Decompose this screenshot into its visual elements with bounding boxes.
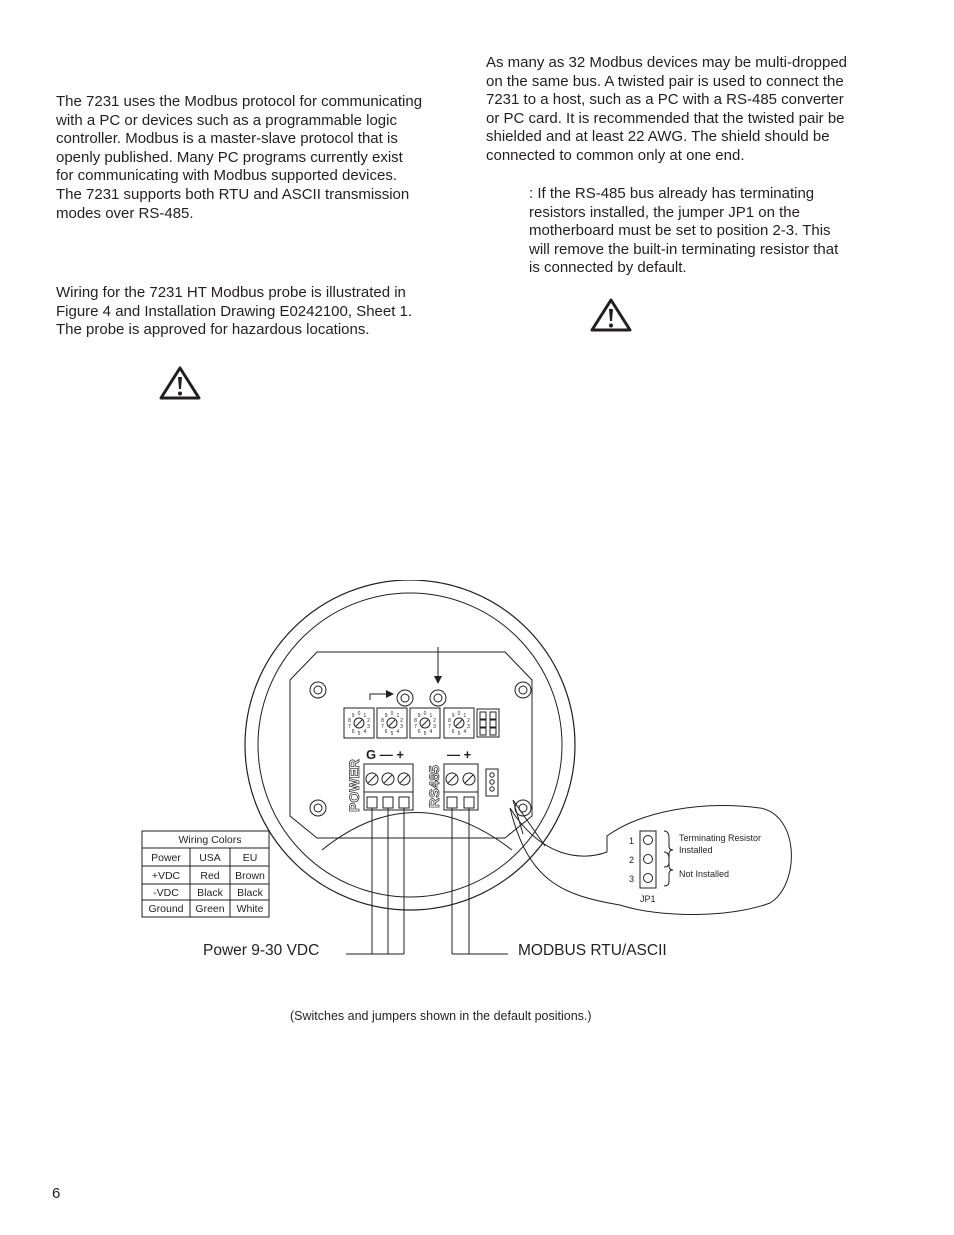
dial-digit: 6 [451,729,455,736]
address-switch-arrow [370,694,392,700]
jp1-name-label: JP1 [640,894,656,904]
power-terminal-block [364,764,413,810]
dial-digit: 8 [381,717,384,724]
dial-digit: 4 [429,729,433,736]
dial-digit: 7 [414,724,417,731]
wiring-paragraph: Wiring for the 7231 HT Modbus probe is illustrated in Figure 4 and Installation Drawing E0242100, Sheet 1. The probe is approved for hazardous locations. [56,284,413,339]
table-cell: -VDC [153,887,179,899]
modbus-label: MODBUS RTU/ASCII [518,942,667,959]
dial-digit: 7 [381,724,384,731]
mounting-hole [310,682,326,698]
dial-digit: 4 [463,729,467,736]
board-hole [397,690,413,706]
dial-digit: 6 [384,729,388,736]
table-cell: Black [197,887,223,899]
installed-label: Terminating Resistor Installed [679,833,762,855]
table-cell: White [236,903,264,915]
dial-digit: 9 [417,712,421,719]
table-cell: +VDC [151,870,181,882]
table-cell: Ground [148,903,184,915]
rs485-terminal-label: RS485 [426,765,442,808]
jp1-pin-3: 3 [629,874,635,884]
dial-digit: 3 [433,724,436,731]
dial-digit: 8 [348,717,351,724]
dial-digit: 2 [400,717,403,724]
rotary-switch [344,708,374,738]
table-header: USA [199,852,221,864]
housing-outer-ring [242,580,575,910]
table-cell: Green [195,903,225,915]
rs485-terminal-block [444,764,478,810]
dial-digit: 0 [390,711,394,717]
rs485-polarity-label: — + [447,747,472,762]
dial-digit: 1 [463,712,467,719]
dial-digit: 3 [367,724,370,731]
dial-digit: 0 [423,711,427,717]
power-wires [346,808,404,954]
dial-digit: 8 [414,717,417,724]
jp1-pin-1: 1 [629,836,635,846]
power-terminal-label: POWER [346,759,362,812]
housing-inner-ring [258,593,562,897]
rotary-switch [377,708,407,738]
dial-digit: 8 [448,717,451,724]
dial-digit: 9 [351,712,355,719]
jp1-jumper [486,769,498,796]
rs485-wires [452,808,508,954]
wiring-diagram [0,580,954,1040]
dial-digit: 4 [363,729,367,736]
table-cell: Brown [235,870,265,882]
warning-icon [158,366,202,400]
power-supply-label: Power 9-30 VDC [203,942,320,959]
table-header: Power [151,852,181,864]
table-cell: Black [237,887,263,899]
dial-digit: 2 [467,717,470,724]
dial-digit: 2 [367,717,370,724]
power-polarity-label: G — + [366,747,404,762]
note-paragraph: : If the RS-485 bus already has terminating resistors installed, the jumper JP1 on the motherboard must be set to position 2-3. This will remove the built-in terminating resistor that is connected by default. [529,185,839,277]
rotary-switch [410,708,440,738]
dial-digit: 5 [423,731,427,737]
not-installed-label: Not Installed [679,869,730,879]
dial-digit: 4 [396,729,400,736]
table-title: Wiring Colors [178,834,242,846]
page-number: 6 [52,1185,61,1202]
multidrop-paragraph: As many as 32 Modbus devices may be multi-dropped on the same bus. A twisted pair is used to connect the 7231 to a host, such as a PC with a RS-485 converter or PC card. It is recommended that the twisted pair be shielded and at least 22 AWG. The shield should be connected to common only at one end. [486,54,848,164]
mounting-hole [310,800,326,816]
dial-digit: 1 [363,712,367,719]
dial-digit: 6 [417,729,421,736]
mounting-hole [515,682,531,698]
dial-digit: 1 [396,712,400,719]
jp1-enlarged [640,831,656,888]
dial-digit: 7 [348,724,351,731]
figure-caption: (Switches and jumpers shown in the default positions.) [290,1009,592,1023]
jp1-pin-2: 2 [629,855,635,865]
cable-arc [322,813,512,851]
dial-digit: 6 [351,729,355,736]
dial-digit: 3 [467,724,470,731]
dial-digit: 7 [448,724,451,731]
dial-digit: 3 [400,724,403,731]
warning-icon [589,298,633,332]
dial-digit: 5 [357,731,361,737]
dial-digit: 5 [390,731,394,737]
dial-digit: 9 [384,712,388,719]
dial-digit: 0 [357,711,361,717]
dial-digit: 9 [451,712,455,719]
table-header: EU [242,852,258,864]
dial-digit: 2 [433,717,436,724]
board-hole [430,690,446,706]
dial-digit: 1 [429,712,433,719]
table-cell: Red [200,870,220,882]
dial-digit: 5 [457,731,461,737]
intro-paragraph: The 7231 uses the Modbus protocol for communicating with a PC or devices such as a programmable logic controller. Modbus is a master-slave protocol that is openly published. Many PC programs currently exist for communicating with Modbus supported devices. The 7231 supports both RTU and ASCII transmission modes over RS-485. [56,93,423,222]
dial-digit: 0 [457,711,461,717]
rotary-switch [444,708,474,738]
wiring-colors-table [142,831,269,917]
